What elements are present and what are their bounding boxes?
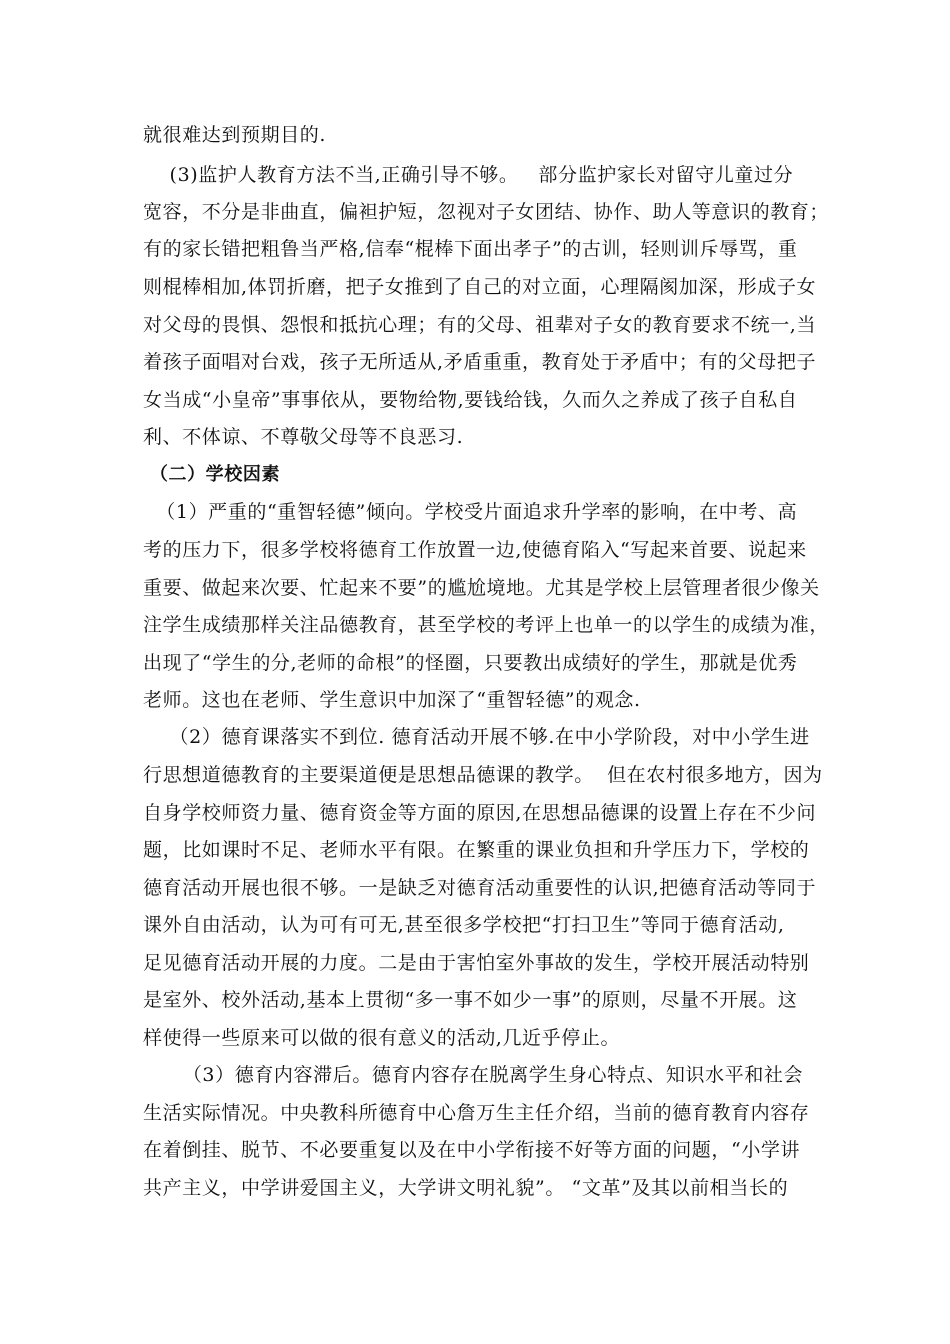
section-heading: （二）学校因素 [143, 464, 281, 485]
text-line-23: 是室外、校外活动,基本上贯彻“多一事不如少一事”的原则，尽量不开展。这 [143, 989, 798, 1011]
text-line-6: 对父母的畏惧、怨恨和抵抗心理；有的父母、祖辈对子女的教育要求不统一,当 [143, 314, 817, 336]
text-line-8: 女当成“小皇帝”事事依从，要物给物,要钱给钱，久而久之养成了孩子自私自 [143, 389, 798, 411]
text-line-2: (3)监护人教育方法不当,正确引导不够。 部分监护家长对留守儿童过分 [143, 164, 794, 186]
text-line-7: 着孩子面唱对台戏，孩子无所适从,矛盾重重，教育处于矛盾中；有的父母把子 [143, 351, 817, 373]
text-line-26: 生活实际情况。中央教科所德育中心詹万生主任介绍，当前的德育教育内容存 [143, 1102, 810, 1124]
text-line-5: 则棍棒相加,体罚折磨，把子女推到了自己的对立面，心理隔阂加深，形成子女 [143, 276, 817, 298]
text-line-19: 题，比如课时不足、老师水平有限。在繁重的课业负担和升学压力下，学校的 [143, 839, 810, 861]
text-line-17: 行思想道德教育的主要渠道便是思想品德课的教学。 但在农村很多地方，因为 [143, 764, 823, 786]
text-line-10: （1）严重的“重智轻德”倾向。学校受片面追求升学率的影响，在中考、高 [143, 501, 798, 523]
text-line-12: 重要、做起来次要、忙起来不要”的尴尬境地。尤其是学校上层管理者很少像关 [143, 577, 820, 599]
text-line-1: 就很难达到预期目的. [143, 124, 327, 146]
text-line-14: 出现了“学生的分,老师的命根”的怪圈，只要教出成绩好的学生，那就是优秀 [143, 652, 798, 674]
text-line-18: 自身学校师资力量、德育资金等方面的原因,在思想品德课的设置上存在不少问 [143, 802, 817, 824]
text-line-27: 在着倒挂、脱节、不必要重复以及在中小学衔接不好等方面的问题，“小学讲 [143, 1139, 801, 1161]
text-line-25: （3）德育内容滞后。德育内容存在脱离学生身心特点、知识水平和社会 [143, 1064, 804, 1086]
text-line-24: 样使得一些原来可以做的很有意义的活动,几近乎停止。 [143, 1027, 621, 1049]
text-line-15: 老师。这也在老师、学生意识中加深了“重智轻德”的观念. [143, 689, 641, 711]
text-line-21: 课外自由活动，认为可有可无,甚至很多学校把“打扫卫生”等同于德育活动, [143, 914, 785, 936]
text-line-9: 利、不体谅、不尊敬父母等不良恶习. [143, 426, 464, 448]
text-line-22: 足见德育活动开展的力度。二是由于害怕室外事故的发生，学校开展活动特别 [143, 952, 810, 974]
text-line-28: 共产主义，中学讲爱国主义，大学讲文明礼貌”。 “文革”及其以前相当长的 [143, 1177, 789, 1199]
text-line-4: 有的家长错把粗鲁当严格,信奉“棍棒下面出孝子”的古训，轻则训斥辱骂，重 [143, 238, 798, 260]
text-line-11: 考的压力下，很多学校将德育工作放置一边,使德育陷入“写起来首要、说起来 [143, 539, 807, 561]
text-line-3: 宽容，不分是非曲直，偏袒护短，忽视对子女团结、协作、助人等意识的教育； [143, 201, 830, 223]
text-line-16: （2）德育课落实不到位. 德育活动开展不够.在中小学阶段，对中小学生进 [143, 726, 810, 748]
text-line-13: 注学生成绩那样关注品德教育，甚至学校的考评上也单一的以学生的成绩为准， [143, 614, 830, 636]
text-line-20: 德育活动开展也很不够。一是缺乏对德育活动重要性的认识,把德育活动等同于 [143, 877, 817, 899]
